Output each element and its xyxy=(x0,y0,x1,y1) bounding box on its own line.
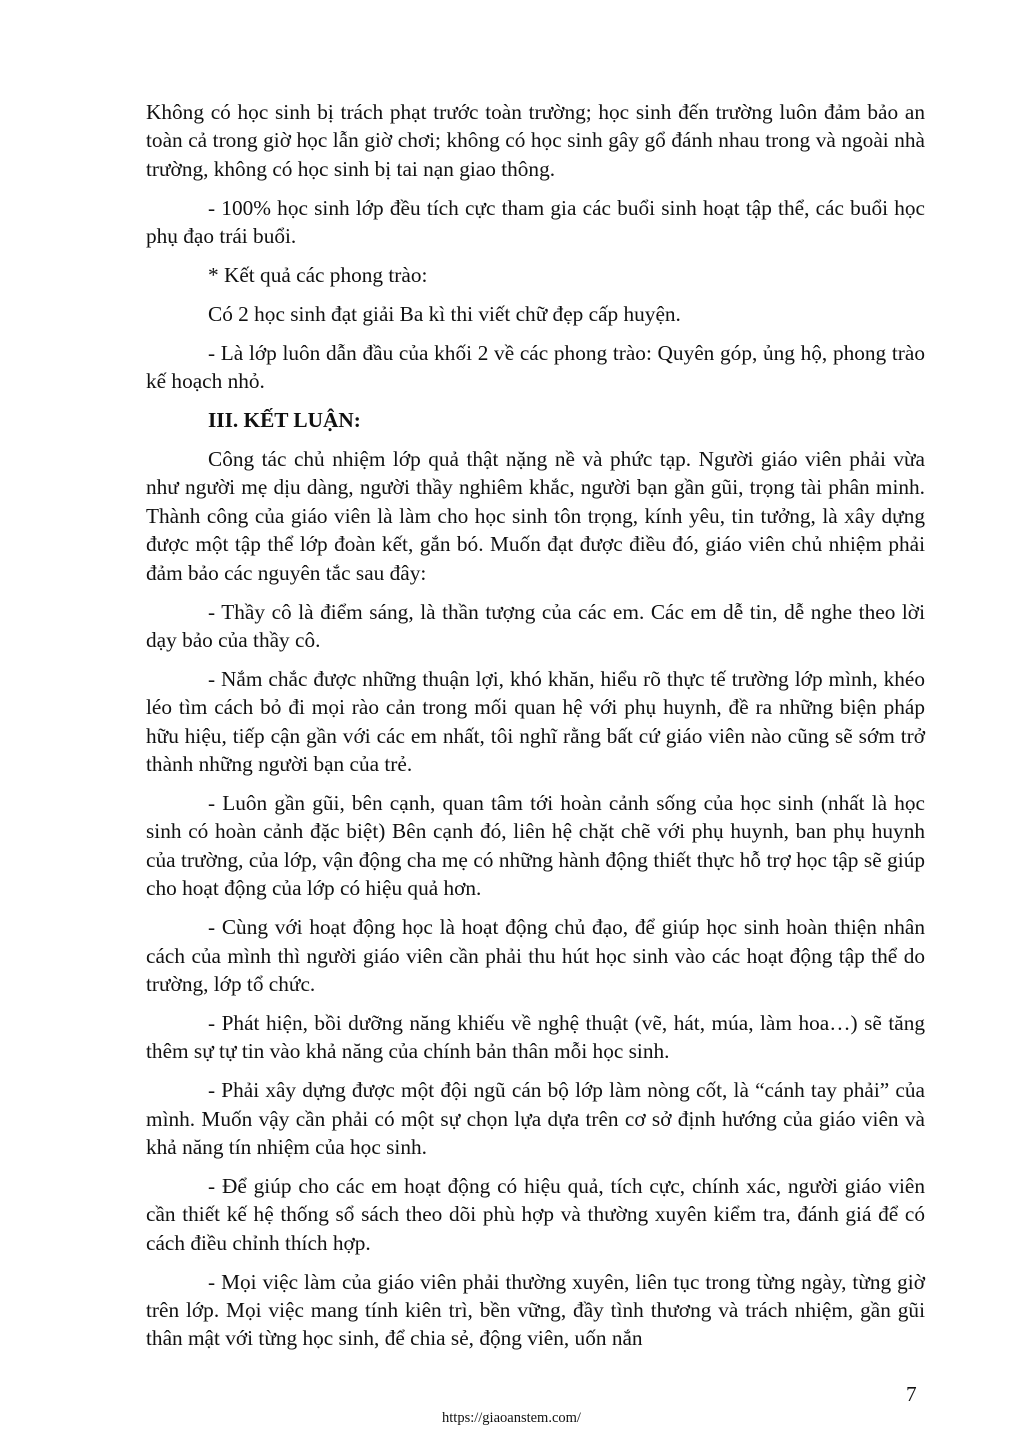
document-page xyxy=(146,98,925,1363)
paragraph-class-officers: - Phải xây dựng được một đội ngũ cán bộ lớp làm nòng cốt, là “cánh tay phải” của mình. Muốn vậy cần phải có một sự chọn lựa dựa trên cơ sở định hướng của giáo viên và khả năng tín nhiệm của học sinh. xyxy=(146,1078,925,1159)
paragraph-daily-work: - Mọi việc làm của giáo viên phải thường xuyên, liên tục trong từng ngày, từng giờ trên lớp. Mọi việc mang tính kiên trì, bền vững, đầy tình thương và trách nhiệm, gần gũi thân mật với từng học sinh, để chia sẻ, động viên, uốn nắn xyxy=(146,1269,925,1351)
paragraph-handwriting-award: Có 2 học sinh đạt giải Ba kì thi viết chữ đẹp cấp huyện. xyxy=(208,301,681,326)
paragraph-care-for-students: - Luôn gần gũi, bên cạnh, quan tâm tới hoàn cảnh sống của học sinh (nhất là học sinh có hoàn cảnh đặc biệt) Bên cạnh đó, liên hệ chặt chẽ với phụ huynh, ban phụ huynh của trường, của lớp, vận động cha mẹ có những hành động thiết thực hỗ trợ học tập sẽ giúp cho hoạt động của lớp có hiệu quả hơn. xyxy=(146,791,925,901)
paragraph-movement-results-label: * Kết quả các phong trào: xyxy=(208,263,428,288)
paragraph-participation: - 100% học sinh lớp đều tích cực tham gia các buổi sinh hoạt tập thể, các buổi học phụ đạo trái buổi. xyxy=(146,195,925,249)
paragraph-collective-activities: - Cùng với hoạt động học là hoạt động chủ đạo, để giúp học sinh hoàn thiện nhân cách của mình thì người giáo viên cần phải thu hút học sinh vào các hoạt động tập thể do trường, lớp tổ chức. xyxy=(146,915,925,996)
paragraph-understand-class: - Nắm chắc được những thuận lợi, khó khăn, hiểu rõ thực tế trường lớp mình, khéo léo tìm cách bỏ đi mọi rào cản trong mối quan hệ với phụ huynh, đề ra những biện pháp hữu hiệu, tiếp cận gần với các em nhất, tôi nghĩ rằng bất cứ giáo viên nào cũng sẽ sớm trở thành những người bạn của trẻ. xyxy=(146,666,925,777)
paragraph-conclusion-intro: Công tác chủ nhiệm lớp quả thật nặng nề và phức tạp. Người giáo viên phải vừa như người mẹ dịu dàng, người thầy nghiêm khắc, người bạn gần gũi, trọng tài phân minh. Thành công của giáo viên là làm cho học sinh tôn trọng, kính yêu, tin tưởng, là xây dựng được một tập thể lớp đoàn kết, gắn bó. Muốn đạt được điều đó, giáo viên chủ nhiệm phải đảm bảo các nguyên tắc sau đây: xyxy=(146,447,925,585)
paragraph-teacher-role-model: - Thầy cô là điểm sáng, là thần tượng của các em. Các em dễ tin, dễ nghe theo lời dạy bảo của thầy cô. xyxy=(146,599,925,652)
section-heading-conclusion: III. KẾT LUẬN: xyxy=(208,408,361,433)
paragraph-record-keeping: - Để giúp cho các em hoạt động có hiệu quả, tích cực, chính xác, người giáo viên cần thiết kế hệ thống sổ sách theo dõi phù hợp và thường xuyên kiểm tra, đánh giá để có cách điều chỉnh thích hợp. xyxy=(146,1173,925,1255)
footer-url: https://giaoanstem.com/ xyxy=(442,1410,581,1426)
paragraph-no-punishment: Không có học sinh bị trách phạt trước toàn trường; học sinh đến trường luôn đảm bảo an toàn cả trong giờ học lẫn giờ chơi; không có học sinh gây gổ đánh nhau trong và ngoài nhà trường, không có học sinh bị tai nạn giao thông. xyxy=(146,100,925,181)
paragraph-talent-development: - Phát hiện, bồi dưỡng năng khiếu về nghệ thuật (vẽ, hát, múa, làm hoa…) sẽ tăng thêm sự tự tin vào khả năng của chính bản thân mỗi học sinh. xyxy=(146,1010,925,1064)
paragraph-leading-class: - Là lớp luôn dẫn đầu của khối 2 về các phong trào: Quyên góp, ủng hộ, phong trào kế hoạch nhỏ. xyxy=(146,340,925,394)
page-number: 7 xyxy=(906,1382,917,1406)
